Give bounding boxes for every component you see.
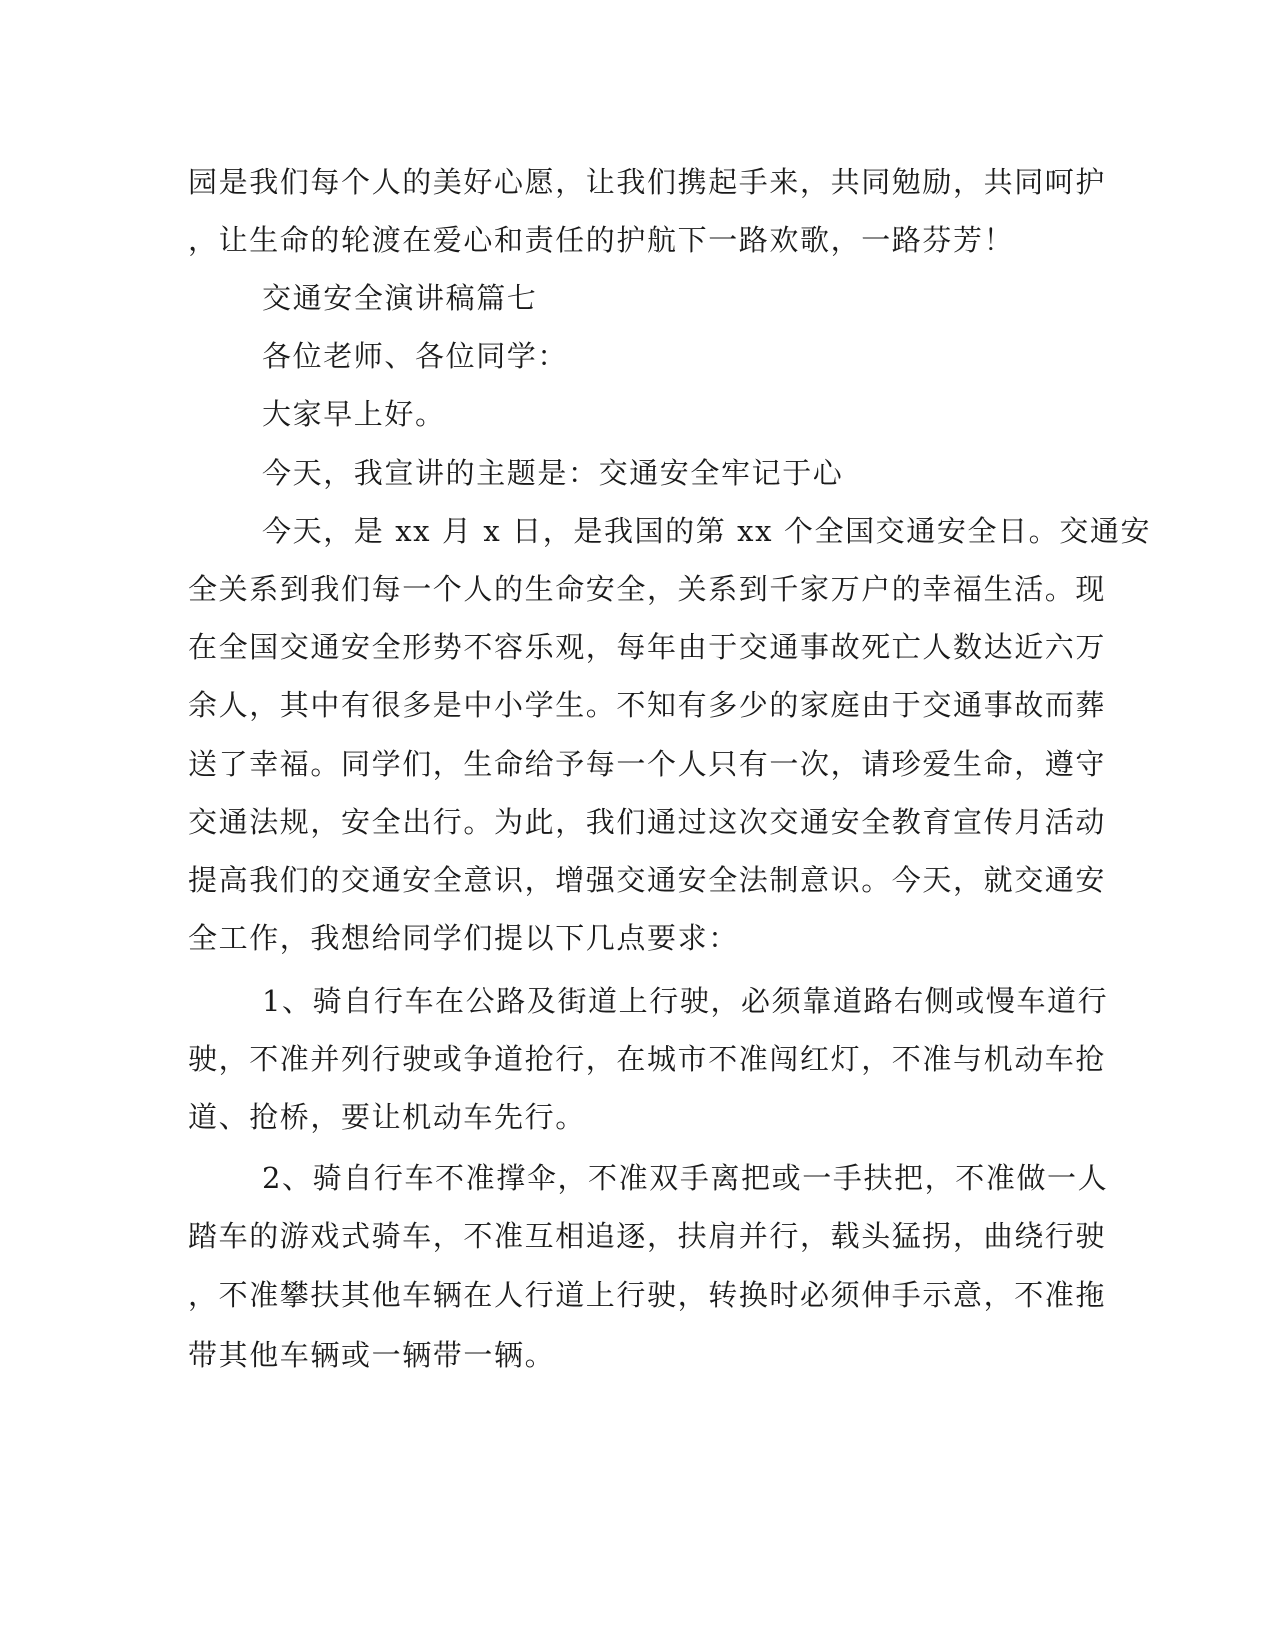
section-heading: 交通安全演讲稿篇七 (262, 281, 538, 315)
text-line-2: ，让生命的轮渡在爱心和责任的护航下一路欢歌，一路芬芳！ (188, 223, 1015, 257)
text-line-10: 余人，其中有很多是中小学生。不知有多少的家庭由于交通事故而葬 (188, 688, 1107, 722)
text-line-8: 全关系到我们每一个人的生命安全，关系到千家万户的幸福生活。现 (188, 572, 1107, 606)
salutation: 各位老师、各位同学： (262, 339, 569, 373)
text-line-11: 送了幸福。同学们，生命给予每一个人只有一次，请珍爱生命，遵守 (188, 747, 1107, 781)
list-item-1-line-1: 1、骑自行车在公路及街道上行驶，必须靠道路右侧或慢车道行 (262, 984, 1109, 1018)
list-item-2-line-3: ，不准攀扶其他车辆在人行道上行驶，转换时必须伸手示意，不准拖 (188, 1278, 1107, 1312)
text-line-7: 今天，是 xx 月 x 日，是我国的第 xx 个全国交通安全日。交通安 (262, 514, 1152, 548)
list-item-1-line-2: 驶，不准并列行驶或争道抢行，在城市不准闯红灯，不准与机动车抢 (188, 1042, 1107, 1076)
text-line-1: 园是我们每个人的美好心愿，让我们携起手来，共同勉励，共同呵护 (188, 165, 1107, 199)
topic-line: 今天，我宣讲的主题是：交通安全牢记于心 (262, 456, 844, 490)
text-line-12: 交通法规，安全出行。为此，我们通过这次交通安全教育宣传月活动 (188, 805, 1107, 839)
list-item-2-line-4: 带其他车辆或一辆带一辆。 (188, 1338, 556, 1372)
text-line-14: 全工作，我想给同学们提以下几点要求： (188, 921, 739, 955)
text-line-13: 提高我们的交通安全意识，增强交通安全法制意识。今天，就交通安 (188, 863, 1107, 897)
list-item-2-line-2: 踏车的游戏式骑车，不准互相追逐，扶肩并行，载头猛拐，曲绕行驶 (188, 1219, 1107, 1253)
list-item-2-line-1: 2、骑自行车不准撑伞，不准双手离把或一手扶把，不准做一人 (262, 1161, 1109, 1195)
list-item-1-line-3: 道、抢桥，要让机动车先行。 (188, 1100, 586, 1134)
greeting: 大家早上好。 (262, 397, 446, 431)
text-line-9: 在全国交通安全形势不容乐观，每年由于交通事故死亡人数达近六万 (188, 630, 1107, 664)
